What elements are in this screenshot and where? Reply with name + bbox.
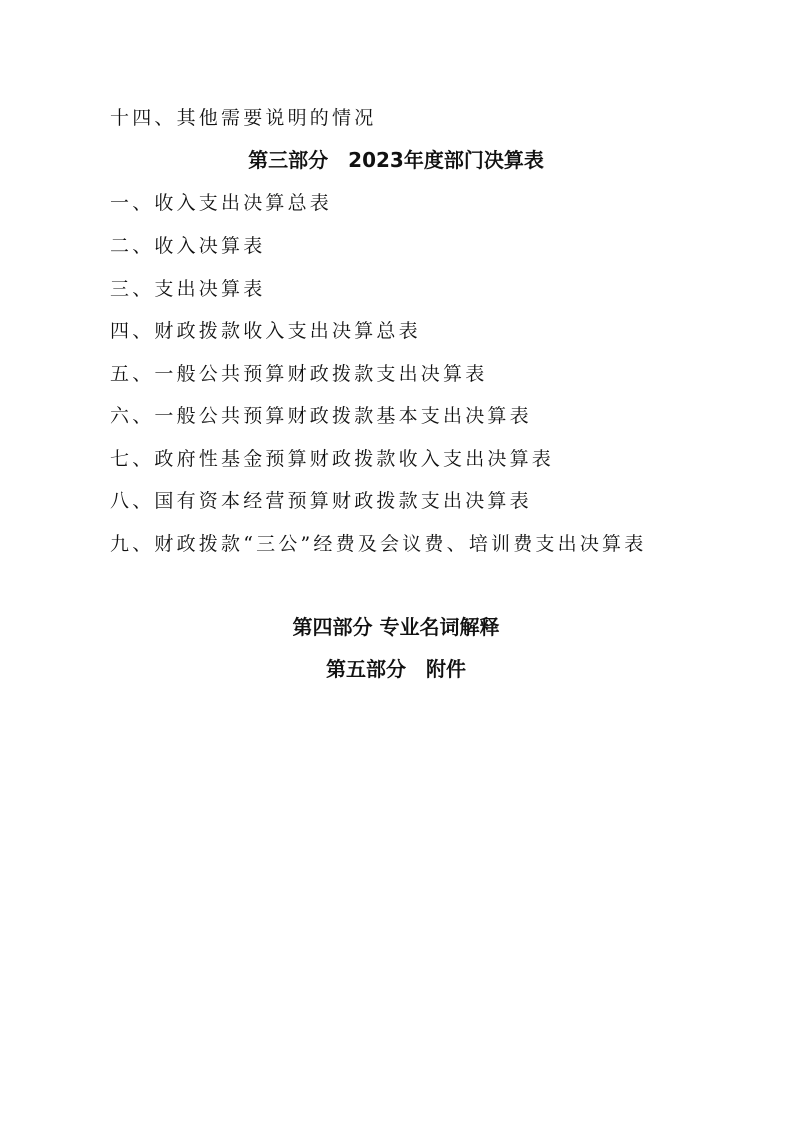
toc-item-part3-7: 七、政府性基金预算财政拨款收入支出决算表 xyxy=(110,448,555,470)
toc-item-part3-6: 六、一般公共预算财政拨款基本支出决算表 xyxy=(110,405,532,427)
toc-item-part3-8: 八、国有资本经营预算财政拨款支出决算表 xyxy=(110,490,532,512)
toc-item-part3-2: 二、收入决算表 xyxy=(110,235,266,257)
toc-item-part3-9: 九、财政拨款“三公”经费及会议费、培训费支出决算表 xyxy=(110,533,647,555)
part4-heading: 第四部分 专业名词解释 xyxy=(292,615,500,639)
toc-item-part3-5: 五、一般公共预算财政拨款支出决算表 xyxy=(110,363,488,385)
part5-heading: 第五部分 附件 xyxy=(326,657,466,681)
part3-heading: 第三部分 2023年度部门决算表 xyxy=(248,148,544,172)
toc-item-14: 十四、其他需要说明的情况 xyxy=(110,107,377,129)
toc-item-part3-4: 四、财政拨款收入支出决算总表 xyxy=(110,320,421,342)
toc-item-part3-3: 三、支出决算表 xyxy=(110,278,266,300)
toc-item-part3-1: 一、收入支出决算总表 xyxy=(110,192,333,214)
